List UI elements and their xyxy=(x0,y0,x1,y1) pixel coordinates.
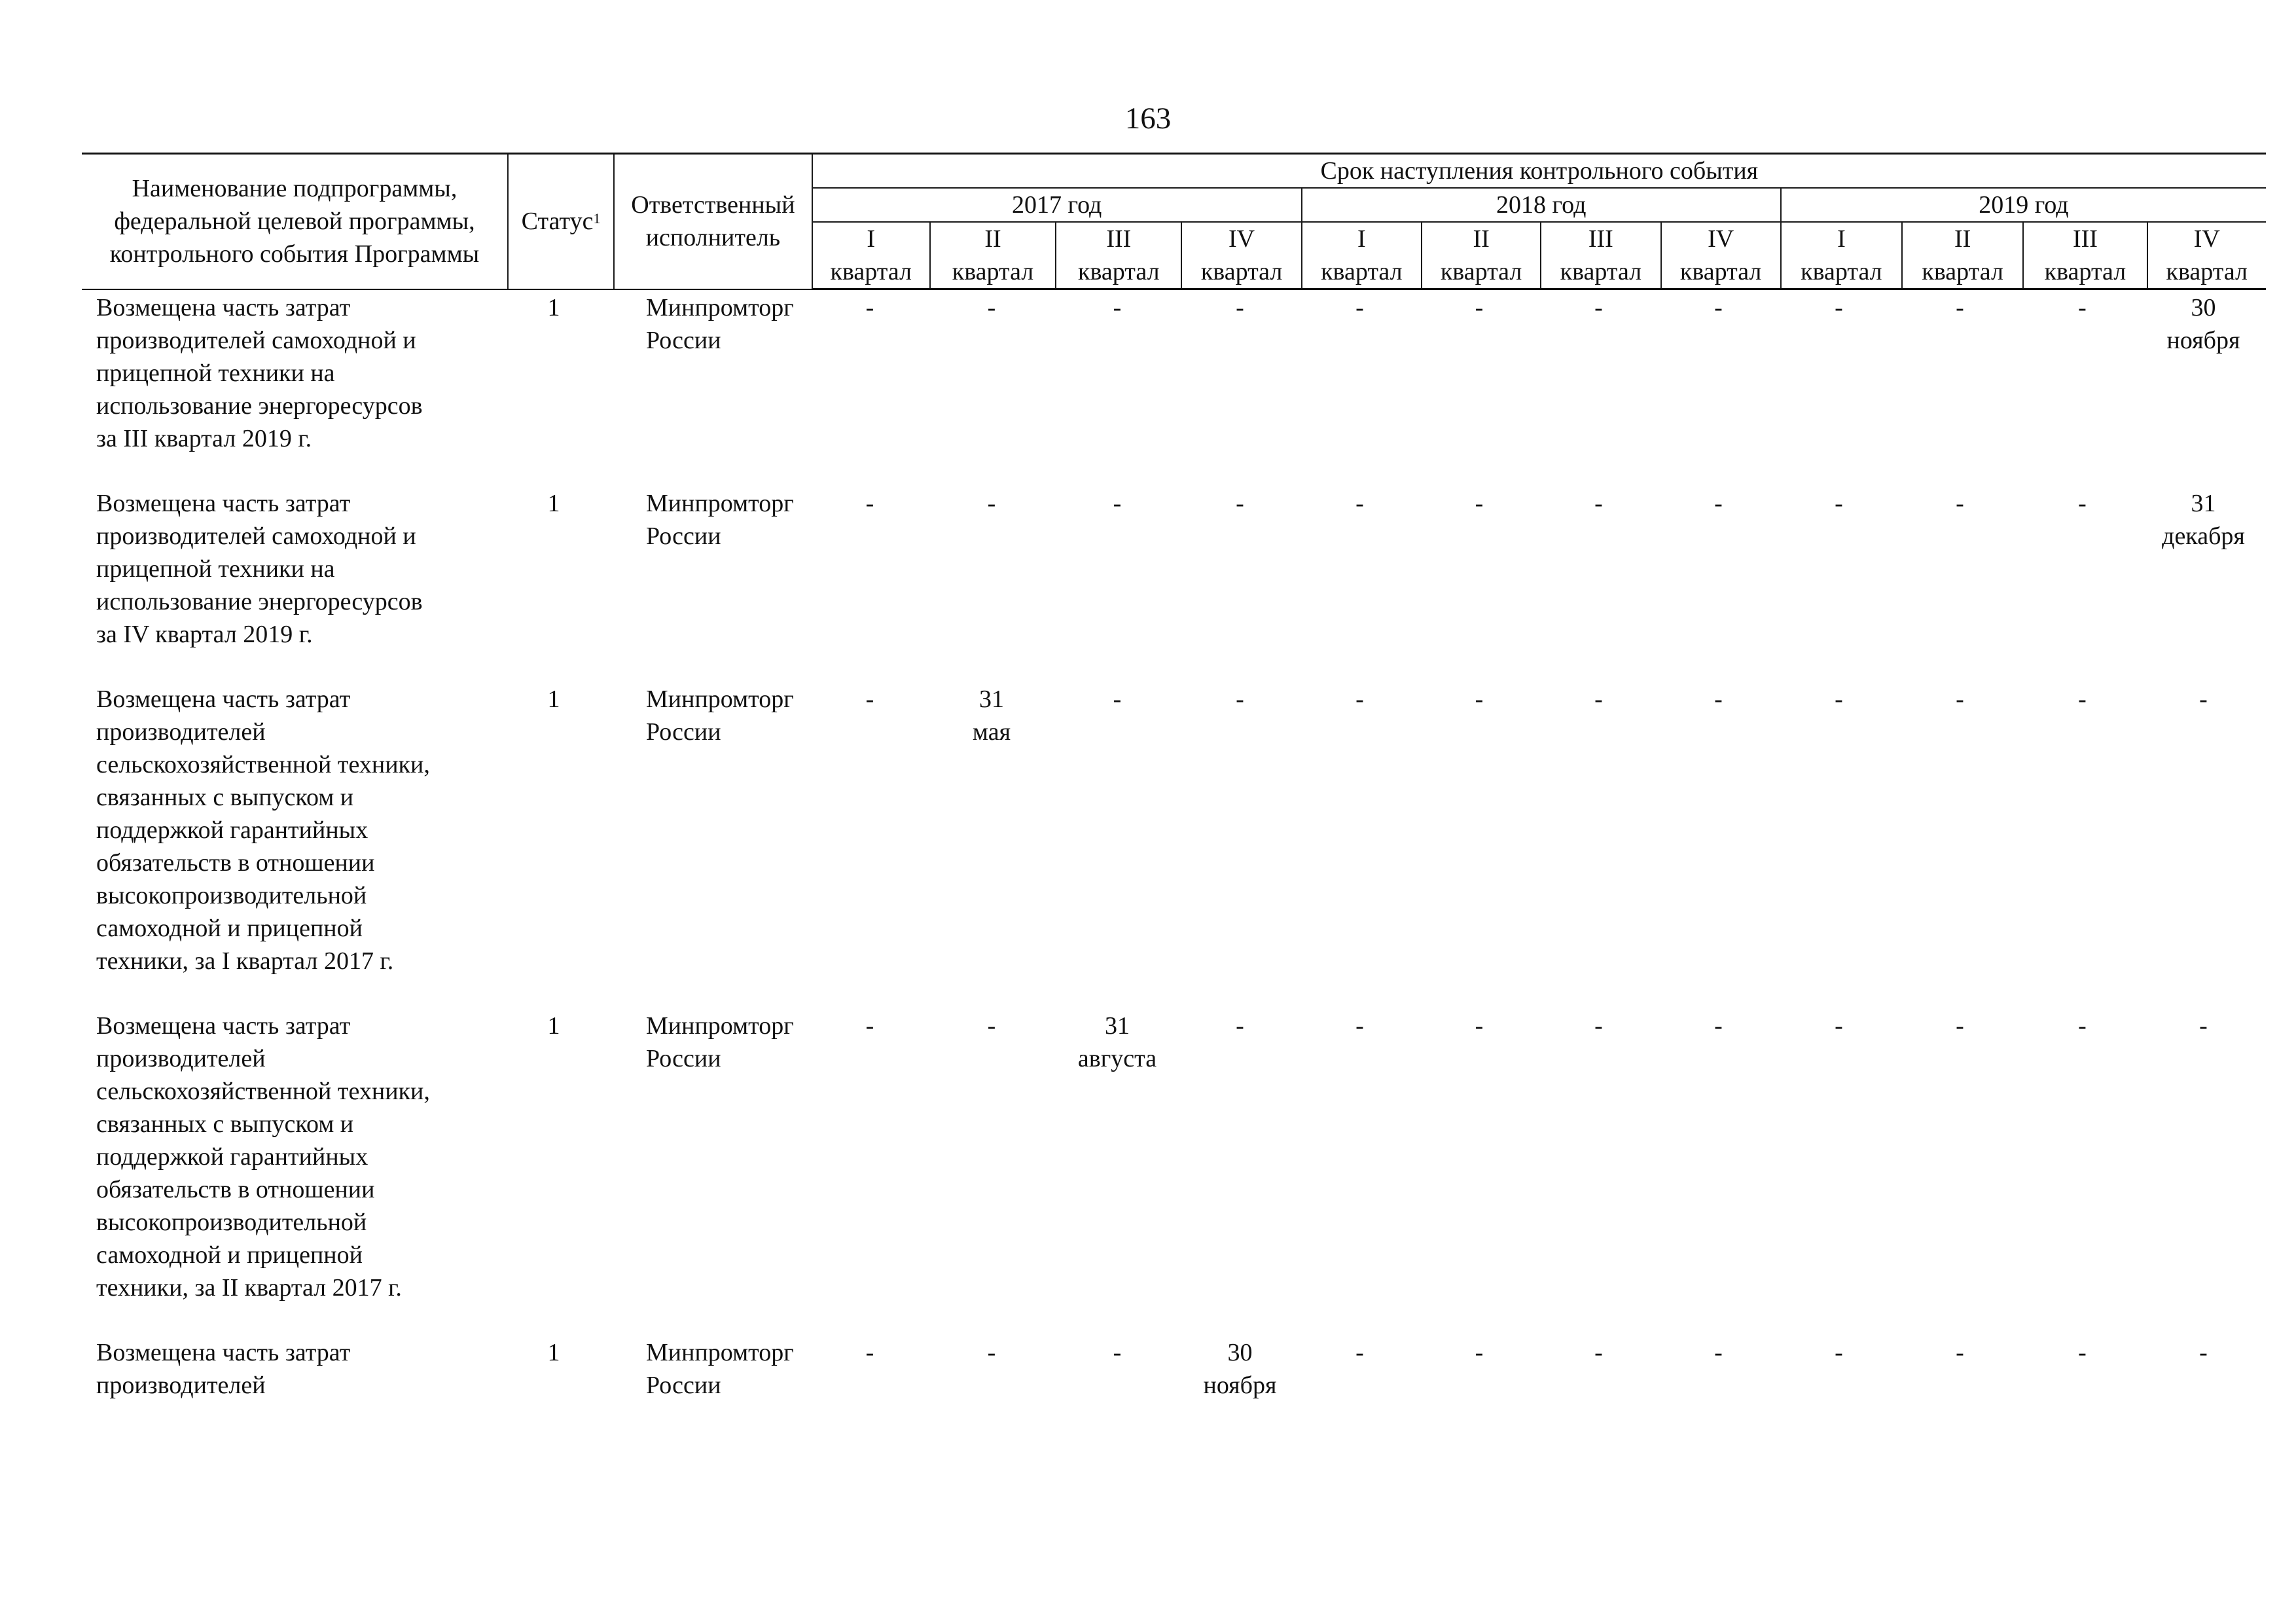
quarter-cell: - xyxy=(2078,490,2087,517)
quarter-word: квартал xyxy=(2147,255,2266,289)
quarter-cell: - xyxy=(1835,1012,1843,1040)
quarter-numeral: II xyxy=(930,222,1056,255)
table-row xyxy=(82,1336,2266,1415)
quarter-cell: - xyxy=(1835,490,1843,517)
quarter-cell: - xyxy=(865,294,874,321)
quarter-word: квартал xyxy=(1781,255,1902,289)
quarter-numeral: II xyxy=(1902,222,2023,255)
quarter-cell: - xyxy=(2078,1012,2087,1040)
event-executor: Минпромторг России xyxy=(646,685,794,746)
quarter-cell: - xyxy=(987,1012,996,1040)
quarter-cell: - xyxy=(987,1339,996,1366)
status-footnote-mark: 1 xyxy=(593,210,601,227)
quarter-cell: - xyxy=(1956,1339,1964,1366)
quarter-word: квартал xyxy=(1302,255,1422,289)
quarter-cell: 31 декабря xyxy=(2162,490,2245,550)
quarter-cell: - xyxy=(1355,685,1364,713)
quarter-cell: - xyxy=(1355,1339,1364,1366)
quarter-word: квартал xyxy=(1056,255,1181,289)
quarter-cell: - xyxy=(1113,685,1122,713)
event-status: 1 xyxy=(547,685,560,713)
quarter-word: квартал xyxy=(1181,255,1301,289)
quarter-numeral: III xyxy=(1056,222,1181,255)
quarter-cell: - xyxy=(1475,490,1484,517)
event-name: Возмещена часть затрат производителей самоходной и прицепной техники на использование энергоресурсов за IV квартал 2019 г. xyxy=(96,490,423,648)
quarter-cell: - xyxy=(1236,685,1244,713)
quarter-word: квартал xyxy=(1661,255,1781,289)
quarter-cell: - xyxy=(1835,294,1843,321)
event-executor: Минпромторг России xyxy=(646,490,794,550)
quarter-word: квартал xyxy=(812,255,930,289)
quarter-cell: - xyxy=(1236,490,1244,517)
event-name: Возмещена часть затрат производителей сельскохозяйственной техники, связанных с выпуском и поддержкой гарантийных обязательств в отношении высокопроизводительной самоходной и прицепной техники, за I квартал 2017 г. xyxy=(96,685,430,975)
quarter-word: квартал xyxy=(930,255,1056,289)
quarter-cell: - xyxy=(1594,685,1603,713)
quarter-numeral: III xyxy=(2023,222,2147,255)
quarter-cell: - xyxy=(1113,490,1122,517)
quarter-cell: - xyxy=(1835,1339,1843,1366)
quarter-cell: - xyxy=(1475,685,1484,713)
event-name: Возмещена часть затрат производителей xyxy=(96,1339,351,1399)
quarter-cell: - xyxy=(2078,294,2087,321)
quarter-cell: - xyxy=(987,490,996,517)
table-body xyxy=(82,291,2266,1415)
deadline-group-header: Срок наступления контрольного события xyxy=(812,154,2266,189)
event-status: 1 xyxy=(547,1012,560,1040)
quarter-cell: - xyxy=(1714,1339,1723,1366)
quarter-word: квартал xyxy=(1422,255,1541,289)
quarter-cell: - xyxy=(1355,1012,1364,1040)
event-status: 1 xyxy=(547,490,560,517)
executor-label-line2: исполнитель xyxy=(645,224,781,252)
event-name: Возмещена часть затрат производителей самоходной и прицепной техники на использование энергоресурсов за III квартал 2019 г. xyxy=(96,294,423,452)
quarter-cell: 31 августа xyxy=(1077,1012,1157,1072)
quarter-cell: - xyxy=(1236,1012,1244,1040)
quarter-cell: - xyxy=(1835,685,1843,713)
quarter-cell: - xyxy=(2199,685,2208,713)
quarter-word: квартал xyxy=(1902,255,2023,289)
event-executor: Минпромторг России xyxy=(646,294,794,354)
quarter-word: квартал xyxy=(1541,255,1660,289)
quarter-cell: - xyxy=(2078,685,2087,713)
quarter-cell: - xyxy=(1714,490,1723,517)
quarter-cell: - xyxy=(1475,294,1484,321)
quarter-cell: - xyxy=(1355,294,1364,321)
quarter-numeral: I xyxy=(1302,222,1422,255)
quarter-cell: - xyxy=(1714,685,1723,713)
quarter-cell: - xyxy=(865,490,874,517)
quarter-cell: - xyxy=(1594,490,1603,517)
quarter-cell: - xyxy=(2078,1339,2087,1366)
quarter-cell: - xyxy=(1956,1012,1964,1040)
table-row xyxy=(82,291,2266,487)
quarter-cell: - xyxy=(2199,1012,2208,1040)
name-column-header xyxy=(82,154,508,289)
table-row xyxy=(82,487,2266,683)
quarter-numeral: II xyxy=(1422,222,1541,255)
event-name: Возмещена часть затрат производителей сельскохозяйственной техники, связанных с выпуском и поддержкой гарантийных обязательств в отношении высокопроизводительной самоходной и прицепной техники, за II квартал 2017 г. xyxy=(96,1012,430,1302)
quarter-cell: - xyxy=(1714,294,1723,321)
name-column-label: Наименование подпрограммы, федеральной целевой программы, контрольного события Программы xyxy=(109,175,480,268)
quarter-cell: - xyxy=(865,1012,874,1040)
quarter-cell: - xyxy=(1956,294,1964,321)
quarter-cell: - xyxy=(1355,490,1364,517)
event-status: 1 xyxy=(547,1339,560,1366)
quarter-cell: - xyxy=(1236,294,1244,321)
status-column-header xyxy=(508,154,614,289)
status-column-label: Статус xyxy=(521,208,594,236)
quarter-cell: - xyxy=(1956,685,1964,713)
quarter-cell: 31 мая xyxy=(972,685,1011,746)
event-executor: Минпромторг России xyxy=(646,1012,794,1072)
quarter-cell: - xyxy=(1475,1339,1484,1366)
quarter-numeral: I xyxy=(812,222,930,255)
quarter-cell: 30 ноября xyxy=(1203,1339,1277,1399)
executor-label-line1: Ответственный xyxy=(631,191,795,219)
executor-column-header xyxy=(614,154,812,289)
page-number: 163 xyxy=(1124,101,1172,136)
quarter-numeral: IV xyxy=(2147,222,2266,255)
quarter-cell: - xyxy=(1475,1012,1484,1040)
event-status: 1 xyxy=(547,294,560,321)
quarter-numeral: I xyxy=(1781,222,1902,255)
event-executor: Минпромторг России xyxy=(646,1339,794,1399)
year-header: 2019 год xyxy=(1781,188,2266,222)
quarter-numeral: III xyxy=(1541,222,1660,255)
quarter-cell: - xyxy=(1594,1012,1603,1040)
quarter-cell: - xyxy=(987,294,996,321)
quarter-cell: - xyxy=(2199,1339,2208,1366)
quarter-cell: - xyxy=(1714,1012,1723,1040)
quarter-cell: - xyxy=(865,685,874,713)
year-header: 2018 год xyxy=(1302,188,1781,222)
table-row xyxy=(82,1010,2266,1336)
quarter-cell: - xyxy=(1594,1339,1603,1366)
table-row xyxy=(82,683,2266,1010)
quarter-cell: - xyxy=(1113,294,1122,321)
quarter-numeral: IV xyxy=(1181,222,1301,255)
quarter-word: квартал xyxy=(2023,255,2147,289)
quarter-cell: - xyxy=(1113,1339,1122,1366)
quarter-numeral: IV xyxy=(1661,222,1781,255)
quarter-cell: - xyxy=(1594,294,1603,321)
quarter-cell: - xyxy=(1956,490,1964,517)
quarter-cell: 30 ноября xyxy=(2166,294,2240,354)
year-header: 2017 год xyxy=(812,188,1302,222)
table-header xyxy=(82,153,2266,290)
quarter-cell: - xyxy=(865,1339,874,1366)
